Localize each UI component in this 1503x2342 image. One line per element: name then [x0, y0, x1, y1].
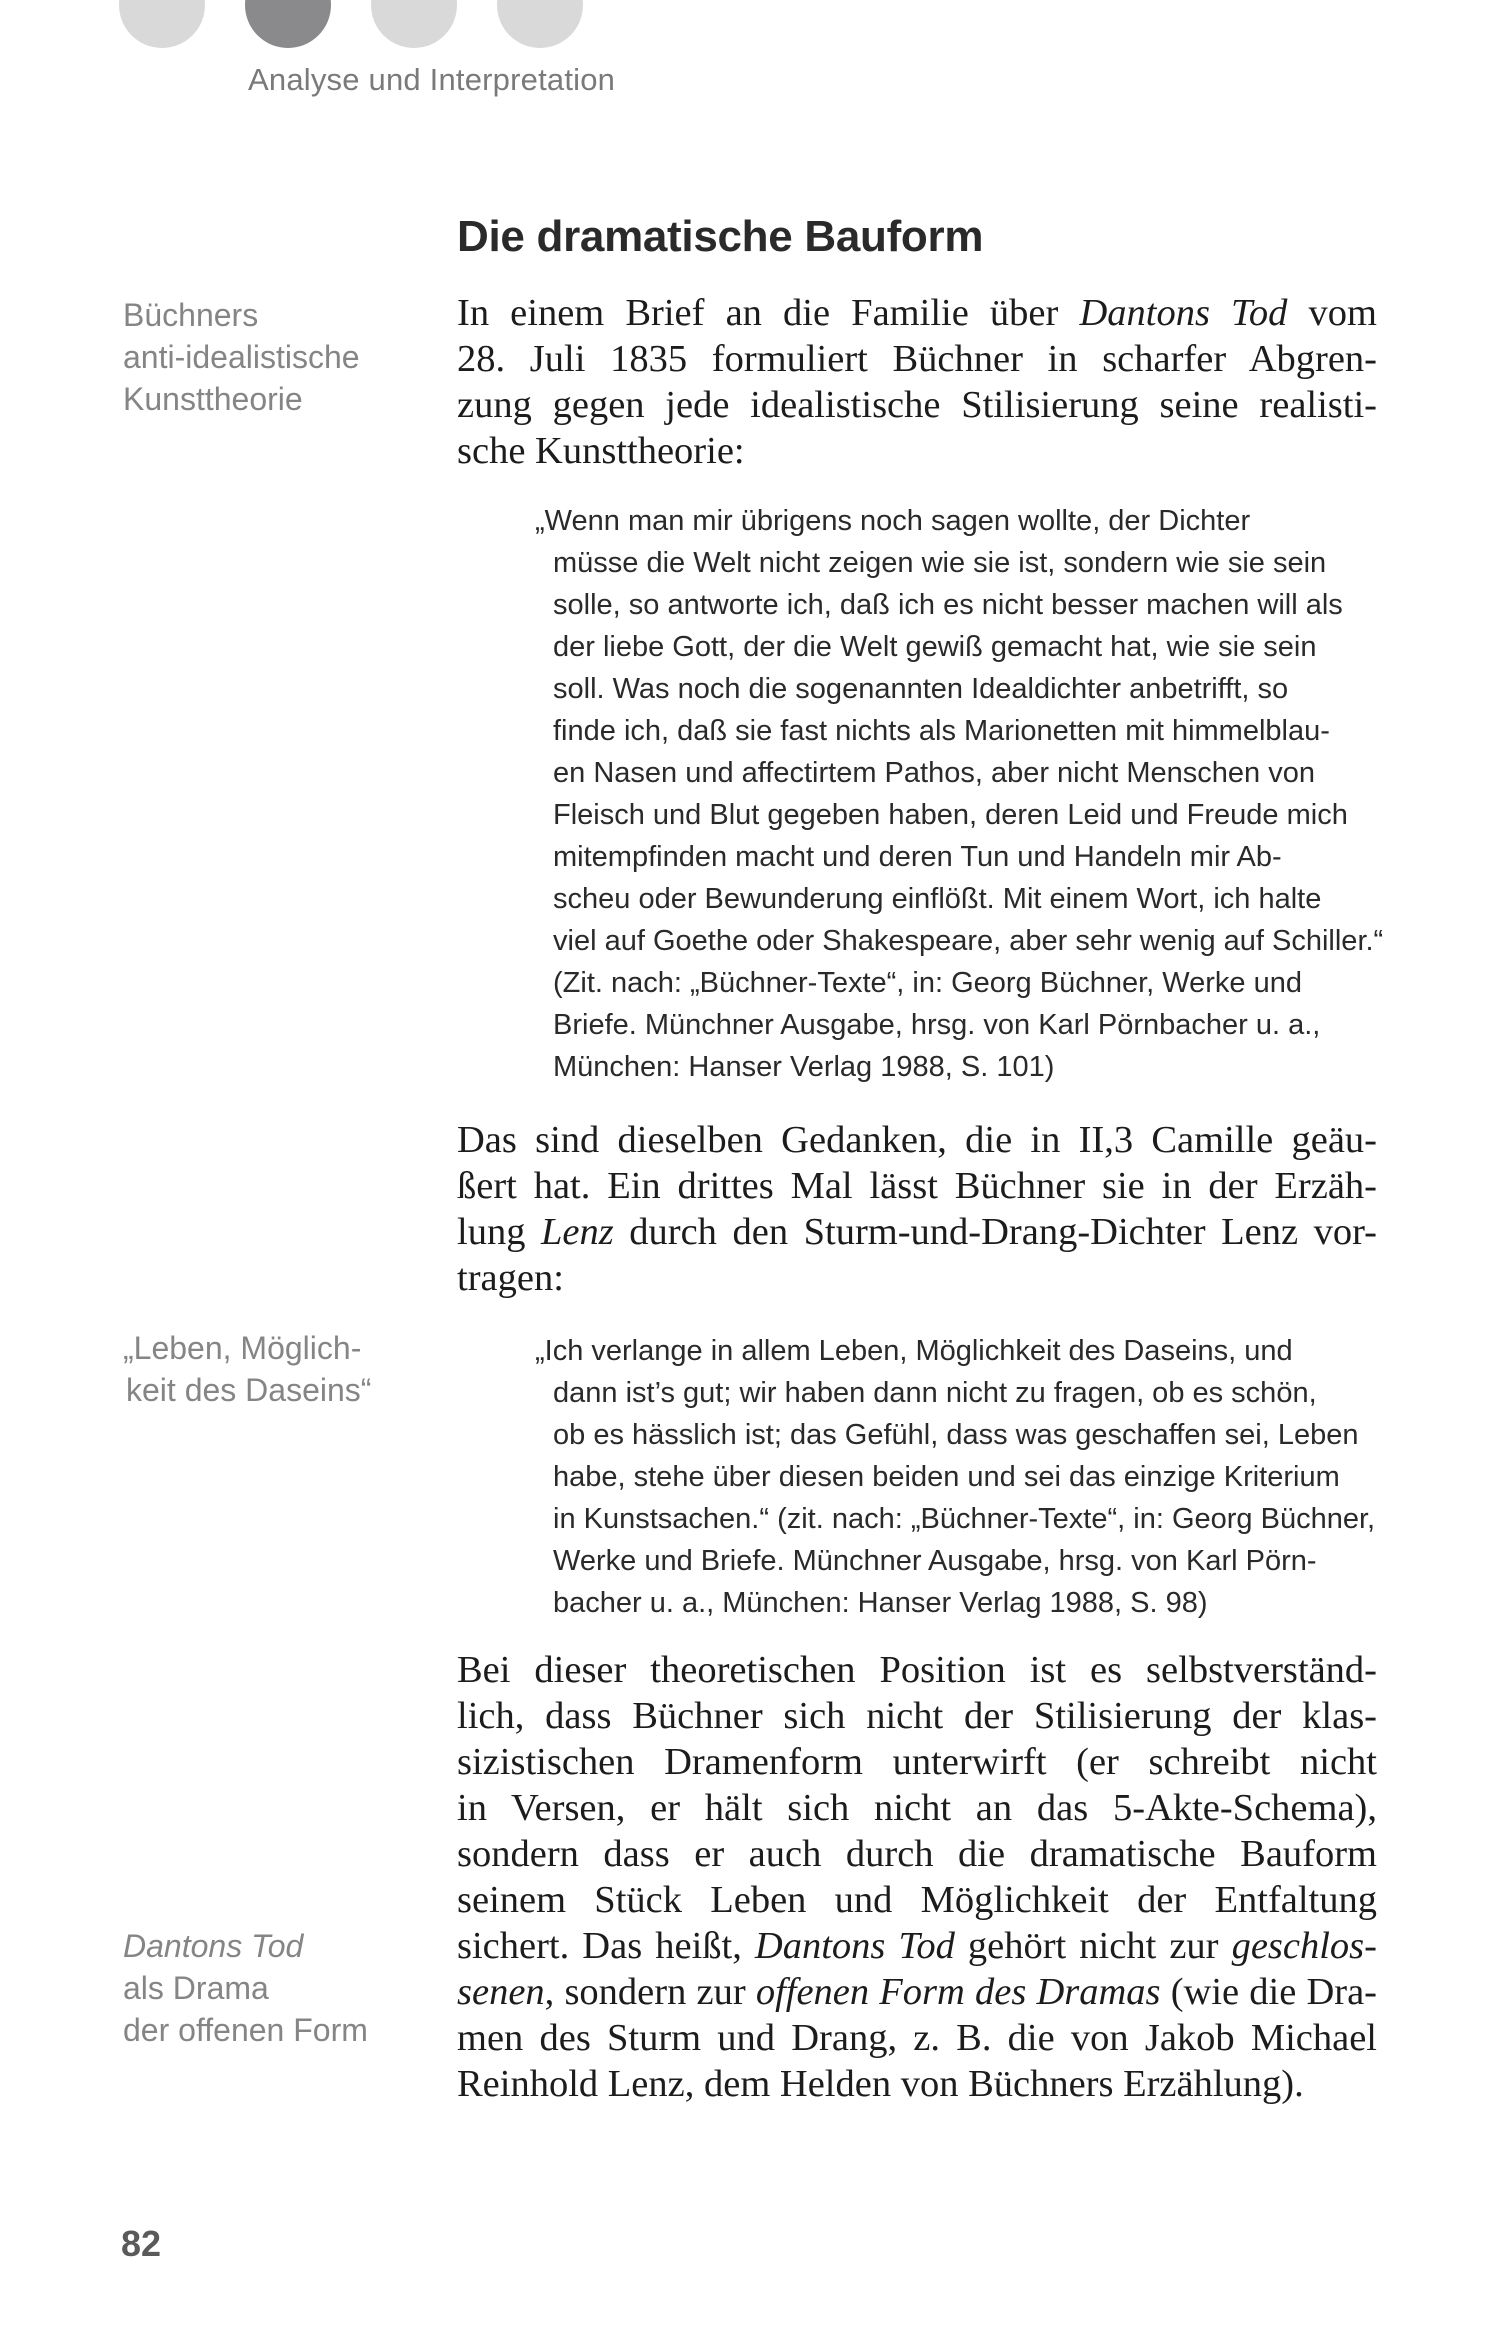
text-run: , sondern zur: [544, 1971, 756, 2013]
paragraph-line: 28. Juli 1835 formuliert Büchner in scharfer Abgren-: [457, 338, 1377, 380]
quote-line: „Ich verlange in allem Leben, Möglichkeit des Daseins, und: [535, 1335, 1293, 1367]
paragraph-intro: [457, 290, 1377, 474]
quote-line: in Kunstsachen.“ (zit. nach: „Büchner-Texte“, in: Georg Büchner,: [553, 1503, 1376, 1535]
work-title: Lenz: [541, 1211, 614, 1253]
quote-line: müsse die Welt nicht zeigen wie sie ist, sondern wie sie sein: [553, 547, 1327, 579]
text-run: lung: [457, 1211, 541, 1253]
paragraph-offene-form: [457, 1647, 1377, 2107]
paragraph-line: lich, dass Büchner sich nicht der Stilisierung der klas-: [457, 1695, 1377, 1737]
quote-line: scheu oder Bewunderung einflößt. Mit einem Wort, ich halte: [553, 883, 1322, 915]
quote-line: Fleisch und Blut gegeben haben, deren Leid und Freude mich: [553, 799, 1348, 831]
paragraph-line: seinem Stück Leben und Möglichkeit der Entfaltung: [457, 1879, 1377, 1921]
margin-note-line: anti-idealistische: [123, 339, 360, 375]
chapter-dot-active: [245, 0, 331, 48]
quote-line: en Nasen und affectirtem Pathos, aber nicht Menschen von: [553, 757, 1315, 789]
margin-note-line: keit des Daseins“: [126, 1372, 372, 1408]
paragraph-line: zung gegen jede idealistische Stilisierung seine realisti-: [457, 384, 1377, 426]
margin-note-line: „Leben, Möglich-: [123, 1330, 362, 1366]
chapter-indicator-dots: [119, 0, 589, 52]
margin-note-line: der offenen Form: [123, 2012, 368, 2048]
quote-citation: Werke und Briefe. Münchner Ausgabe, hrsg. von Karl Pörn-: [553, 1545, 1317, 1577]
text-run: durch den Sturm-und-Drang-Dichter Lenz vor-: [613, 1211, 1377, 1253]
text-run: vom: [1287, 292, 1377, 334]
margin-note-leben: [123, 1327, 413, 1411]
text-run: gehört nicht zur: [954, 1925, 1232, 1967]
quote-line: viel auf Goethe oder Shakespeare, aber sehr wenig auf Schiller.“: [553, 925, 1384, 957]
blockquote-buechner-brief: [535, 500, 1384, 1088]
chapter-dot: [119, 0, 205, 48]
quote-citation: (Zit. nach: „Büchner-Texte“, in: Georg Büchner, Werke und: [553, 967, 1302, 999]
margin-note-offene-form: [123, 1925, 413, 2051]
emphasis: offenen Form des Dramas: [755, 1971, 1161, 2013]
work-title: Dantons Tod: [754, 1925, 955, 1967]
quote-citation: Briefe. Münchner Ausgabe, hrsg. von Karl Pörnbacher u. a.,: [553, 1009, 1321, 1041]
paragraph-line: sondern dass er auch durch die dramatische Bauform: [457, 1833, 1377, 1875]
margin-note-line: [123, 1925, 413, 1967]
text-run: In einem Brief an die Familie über: [457, 292, 1080, 334]
margin-note-kunsttheorie: [123, 294, 413, 420]
text-run: sichert. Das heißt,: [457, 1925, 755, 1967]
paragraph-line: in Versen, er hält sich nicht an das 5-Akte-Schema),: [457, 1787, 1377, 1829]
margin-note-line: als Drama: [123, 1970, 269, 2006]
quote-line: solle, so antworte ich, daß ich es nicht besser machen will als: [553, 589, 1343, 621]
quote-line: ob es hässlich ist; das Gefühl, dass was geschaffen sei, Leben: [553, 1419, 1359, 1451]
page-number: 82: [121, 2223, 162, 2264]
quote-line: finde ich, daß sie fast nichts als Marionetten mit himmelblau-: [553, 715, 1330, 747]
paragraph-line: tragen:: [457, 1257, 564, 1299]
emphasis: geschlos-: [1231, 1925, 1377, 1967]
running-header: Analyse und Interpretation: [248, 62, 616, 97]
paragraph-line: Bei dieser theoretischen Position ist es selbstverständ-: [457, 1649, 1377, 1691]
margin-note-line: Kunsttheorie: [123, 381, 303, 417]
section-heading: Die dramatische Bauform: [457, 212, 984, 261]
text-run: (wie die Dra-: [1160, 1971, 1377, 2013]
paragraph-line: sche Kunsttheorie:: [457, 430, 745, 472]
margin-note-line: Büchners: [123, 297, 259, 333]
quote-citation: München: Hanser Verlag 1988, S. 101): [553, 1051, 1055, 1083]
quote-line: habe, stehe über diesen beiden und sei das einzige Kriterium: [553, 1461, 1340, 1493]
paragraph-line: Reinhold Lenz, dem Helden von Büchners Erzählung).: [457, 2063, 1304, 2105]
paragraph-line: Das sind dieselben Gedanken, die in II,3 Camille geäu-: [457, 1119, 1377, 1161]
quote-line: „Wenn man mir übrigens noch sagen wollte, der Dichter: [535, 505, 1251, 537]
paragraph-line: ßert hat. Ein drittes Mal lässt Büchner sie in der Erzäh-: [457, 1165, 1377, 1207]
quote-line: der liebe Gott, der die Welt gewiß gemacht hat, wie sie sein: [553, 631, 1317, 663]
blockquote-lenz: [535, 1330, 1375, 1624]
chapter-dot: [371, 0, 457, 48]
quote-line: soll. Was noch die sogenannten Idealdichter anbetrifft, so: [553, 673, 1289, 705]
emphasis: senen: [457, 1971, 545, 2013]
paragraph-line: [457, 1969, 1377, 2015]
paragraph-line: men des Sturm und Drang, z. B. die von Jakob Michael: [457, 2017, 1377, 2059]
quote-line: dann ist’s gut; wir haben dann nicht zu fragen, ob es schön,: [553, 1377, 1317, 1409]
work-title: Dantons Tod: [1079, 292, 1288, 334]
paragraph-line: [457, 290, 1377, 336]
work-title: Dantons Tod: [123, 1928, 304, 1964]
paragraph-line: [457, 1209, 1377, 1255]
quote-citation: bacher u. a., München: Hanser Verlag 1988, S. 98): [553, 1587, 1208, 1619]
paragraph-camille: [457, 1117, 1377, 1301]
paragraph-line: sizistischen Dramenform unterwirft (er schreibt nicht: [457, 1741, 1377, 1783]
quote-line: mitempfinden macht und deren Tun und Handeln mir Ab-: [553, 841, 1282, 873]
paragraph-line: [457, 1923, 1377, 1969]
chapter-dot: [497, 0, 583, 48]
